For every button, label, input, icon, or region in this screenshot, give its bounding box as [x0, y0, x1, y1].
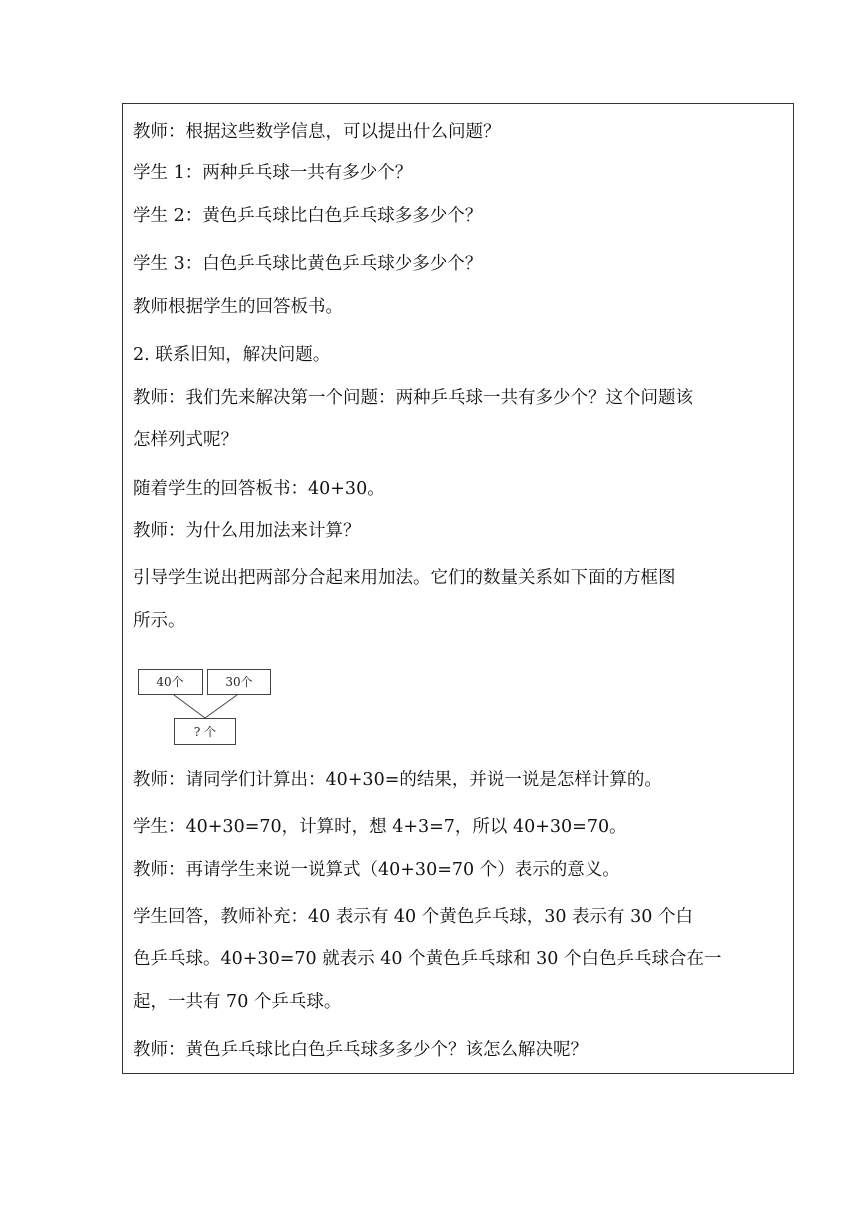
box-left-label: 40个	[156, 675, 184, 689]
box-part-right	[208, 670, 271, 695]
text-line: 起，一共有 70 个乒乓球。	[133, 992, 342, 1012]
box-total	[175, 719, 236, 745]
text-line: 怎样列式呢？	[133, 430, 238, 450]
text-line: 教师根据学生的回答板书。	[133, 297, 343, 317]
text-line: 引导学生说出把两部分合起来用加法。它们的数量关系如下面的方框图	[133, 568, 676, 588]
text-line: 教师：为什么用加法来计算？	[133, 521, 361, 541]
text-line: 2. 联系旧知，解决问题。	[133, 345, 331, 365]
connector-right	[205, 695, 237, 718]
text-line: 随着学生的回答板书：40+30。	[133, 479, 385, 499]
connector-left	[174, 695, 205, 718]
text-line: 学生：40+30=70，计算时，想 4+3=7，所以 40+30=70。	[133, 817, 627, 837]
text-line: 教师：请同学们计算出：40+30=的结果，并说一说是怎样计算的。	[133, 770, 662, 790]
box-part-left	[139, 670, 203, 695]
text-line: 教师：根据这些数学信息，可以提出什么问题？	[133, 122, 501, 142]
text-line: 学生回答，教师补充：40 表示有 40 个黄色乒乓球，30 表示有 30 个白	[133, 907, 693, 927]
text-line: 教师：我们先来解决第一个问题：两种乒乓球一共有多少个？这个问题该	[133, 388, 693, 408]
text-line: 学生 1：两种乒乓球一共有多少个？	[133, 163, 413, 183]
text-line: 学生 3：白色乒乓球比黄色乒乓球少多少个？	[133, 254, 483, 274]
text-line: 教师：黄色乒乓球比白色乒乓球多多少个？该怎么解决呢？	[133, 1040, 588, 1060]
text-line: 所示。	[133, 611, 186, 631]
box-right-label: 30个	[225, 675, 253, 689]
box-total-label: ? 个	[193, 725, 217, 739]
text-line: 教师：再请学生来说一说算式（40+30=70 个）表示的意义。	[133, 860, 620, 880]
text-line: 色乒乓球。40+30=70 就表示 40 个黄色乒乓球和 30 个白色乒乓球合在一	[133, 949, 722, 969]
text-line: 学生 2：黄色乒乓球比白色乒乓球多多少个？	[133, 206, 483, 226]
lesson-text-frame	[122, 103, 794, 1074]
